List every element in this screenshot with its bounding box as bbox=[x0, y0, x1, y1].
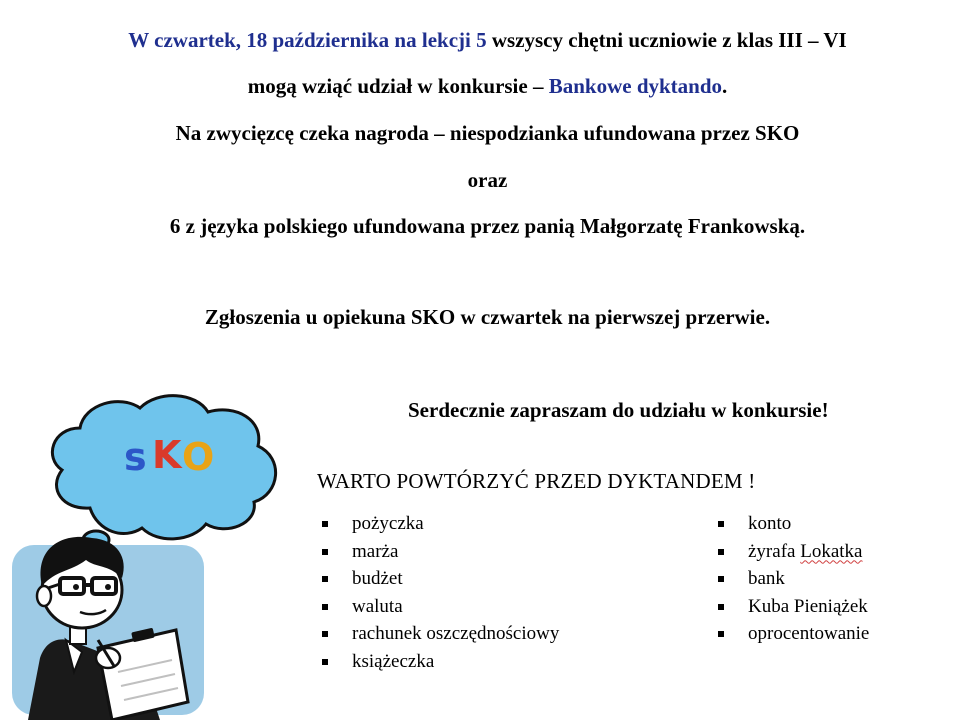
logo-letter-o: O bbox=[182, 435, 215, 479]
sko-logo bbox=[124, 433, 214, 479]
announcement-line-2 bbox=[0, 73, 975, 99]
review-list-right bbox=[713, 510, 869, 648]
list-item bbox=[713, 538, 869, 566]
glasses-icon bbox=[48, 578, 116, 594]
spellcheck-word: Lokatka bbox=[800, 540, 863, 562]
prize-text: Na zwycięzcę czeka nagroda – niespodzianka ufundowana przez SKO bbox=[175, 121, 800, 145]
announcement-line-1 bbox=[0, 27, 975, 53]
list-item: oprocentowanie bbox=[713, 620, 869, 648]
oraz-text: oraz bbox=[467, 168, 508, 192]
participants-text: wszyscy chętni uczniowie z klas III – VI bbox=[486, 28, 847, 52]
list-item: pożyczka bbox=[317, 510, 559, 538]
list-item: książeczka bbox=[317, 648, 559, 676]
list-item-word: żyrafa bbox=[748, 540, 801, 562]
list-item: marża bbox=[317, 538, 559, 566]
list-item: konto bbox=[713, 510, 869, 538]
review-heading: WARTO POWTÓRZYĆ PRZED DYKTANDEM ! bbox=[317, 469, 756, 493]
list-item: rachunek oszczędnościowy bbox=[317, 620, 559, 648]
second-prize-text: 6 z języka polskiego ufundowana przez panią Małgorzatę Frankowską. bbox=[169, 214, 806, 238]
list-item: budżet bbox=[317, 565, 559, 593]
registration-text: Zgłoszenia u opiekuna SKO w czwartek na pierwszej przerwie. bbox=[204, 305, 771, 329]
list-item: Kuba Pieniążek bbox=[713, 593, 869, 621]
thinking-student-clipart bbox=[0, 390, 300, 720]
invitation-text: Serdecznie zapraszam do udziału w konkursie! bbox=[408, 398, 829, 422]
contest-name: Bankowe dyktando bbox=[548, 74, 723, 98]
logo-letter-k: K bbox=[152, 433, 182, 477]
date-text: W czwartek, 18 października na lekcji 5 bbox=[128, 28, 487, 52]
list-item: bank bbox=[713, 565, 869, 593]
list-item: waluta bbox=[317, 593, 559, 621]
review-list-left bbox=[317, 510, 559, 675]
logo-letter-s: s bbox=[124, 435, 147, 479]
period: . bbox=[722, 74, 728, 98]
contest-intro-text: mogą wziąć udział w konkursie – bbox=[247, 74, 549, 98]
